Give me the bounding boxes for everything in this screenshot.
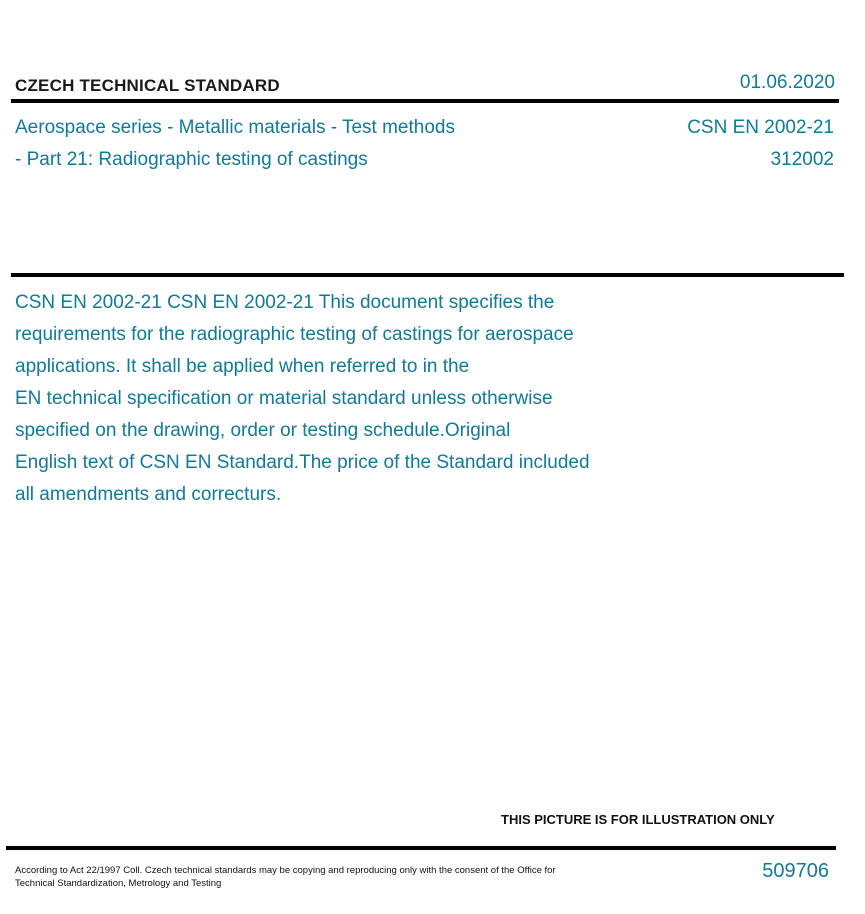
classification-code: 312002	[770, 149, 834, 170]
standard-title-line-2: - Part 21: Radiographic testing of castings	[15, 149, 368, 170]
footer-divider	[6, 846, 836, 850]
standard-title-line-1: Aerospace series - Metallic materials - Test methods	[15, 117, 455, 138]
title-divider	[11, 273, 844, 277]
product-code: 509706	[762, 860, 829, 882]
publication-date: 01.06.2020	[739, 72, 835, 93]
standard-number: CSN EN 2002-21	[687, 117, 834, 138]
illustration-notice: THIS PICTURE IS FOR ILLUSTRATION ONLY	[501, 812, 775, 827]
document-type-label: CZECH TECHNICAL STANDARD	[15, 76, 280, 95]
header-divider	[11, 99, 839, 103]
standard-description: CSN EN 2002-21 CSN EN 2002-21 This document specifies the requirements for the radiographic testing of castings for aerospace applications. It shall be applied when referred to in the EN technical specification or material standard unless otherwise specified on the drawing, order or testing schedule.Original English text of CSN EN Standard.The price of the Standard included all amendments and correcturs.	[15, 292, 590, 505]
legal-notice: According to Act 22/1997 Coll. Czech technical standards may be copying and reproducing only with the consent of the Office for Technical Standardization, Metrology and Testing	[15, 865, 556, 889]
